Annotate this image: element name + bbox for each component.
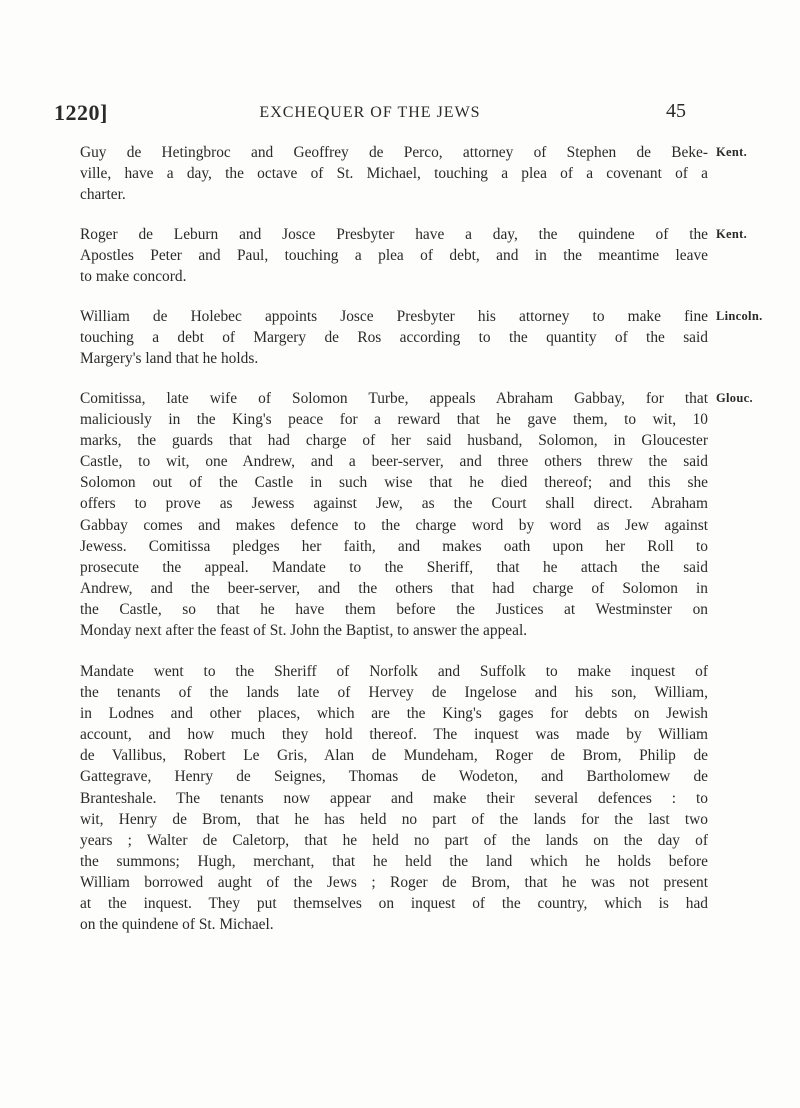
margin-county-note: Kent. [716,227,748,241]
entry-line: maliciously in the King's peace for a reward that he gave them, to wit, 10 [80,411,708,429]
entry-line: William borrowed aught of the Jews ; Roger de Brom, that he was not present [80,873,708,891]
entry-line: the Castle, so that he have them before the Justices at Westminster on [80,600,708,618]
entry-line: Guy de Hetingbroc and Geoffrey de Perco, attorney of Stephen de Beke- [80,144,708,161]
entry-line: Margery's land that he holds. [80,350,259,368]
record-entry [80,224,708,287]
entry-line: de Vallibus, Robert Le Gris, Alan de Mundeham, Roger de Brom, Philip de [80,747,708,765]
page-number: 45 [666,100,686,122]
entry-line: offers to prove as Jewess against Jew, as the Court shall direct. Abraham [80,495,708,513]
entry-line: Gattegrave, Henry de Seignes, Thomas de Wodeton, and Bartholomew de [80,768,708,786]
margin-county-note: Glouc. [716,391,753,405]
entry-line: prosecute the appeal. Mandate to the Sheriff, that he attach the said [80,558,708,576]
entry-line: the summons; Hugh, merchant, that he held the land which he holds before [80,852,708,870]
running-header [54,100,686,130]
entry-line: charter. [80,186,126,204]
entry-line: Roger de Leburn and Josce Presbyter have a day, the quindene of the [80,226,708,243]
entry-line: Andrew, and the beer-server, and the others that had charge of Solomon in [80,579,708,597]
entry-line: Branteshale. The tenants now appear and make their several defences : to [80,789,708,807]
margin-county-note: Lincoln. [716,309,763,323]
entry-line: Mandate went to the Sheriff of Norfolk and Suffolk to make inquest of [80,663,708,680]
entry-line: on the quindene of St. Michael. [80,916,274,934]
margin-county-note: Kent. [716,145,748,159]
entry-line: Jewess. Comitissa pledges her faith, and makes oath upon her Roll to [80,537,708,555]
header-title: EXCHEQUER OF THE JEWS [259,104,481,121]
entry-line: Castle, to wit, one Andrew, and a beer-server, and three others threw the said [80,453,708,471]
entry-line: account, and how much they hold thereof. The inquest was made by William [80,726,708,744]
entry-line: marks, the guards that had charge of her said husband, Solomon, in Gloucester [80,432,708,450]
record-entry [80,306,708,369]
header-year: 1220] [54,100,108,125]
entry-line: Monday next after the feast of St. John the Baptist, to answer the appeal. [80,622,528,640]
entry-line: touching a debt of Margery de Ros according to the quantity of the said [80,329,708,347]
entry-line: Apostles Peter and Paul, touching a plea of debt, and in the meantime leave [80,247,708,265]
entry-line: in Lodnes and other places, which are the King's gages for debts on Jewish [80,705,708,723]
entry-line: the tenants of the lands late of Hervey de Ingelose and his son, William, [80,684,708,702]
entry-line: William de Holebec appoints Josce Presbyter his attorney to make fine [80,308,708,325]
record-entry [80,388,708,641]
entry-line: years ; Walter de Caletorp, that he held no part of the lands on the day of [80,831,708,849]
record-entry [80,142,708,205]
entry-line: Solomon out of the Castle in such wise that he died thereof; and this she [80,474,708,492]
entry-line: Comitissa, late wife of Solomon Turbe, appeals Abraham Gabbay, for that [80,390,708,407]
entry-line: Gabbay comes and makes defence to the charge word by word as Jew against [80,516,708,534]
entry-line: at the inquest. They put themselves on inquest of the country, which is had [80,895,708,913]
entry-line: wit, Henry de Brom, that he has held no part of the lands for the last two [80,810,708,828]
record-entry [80,661,708,935]
entry-line: ville, have a day, the octave of St. Michael, touching a plea of a covenant of a [80,165,708,183]
entry-line: to make concord. [80,268,187,286]
